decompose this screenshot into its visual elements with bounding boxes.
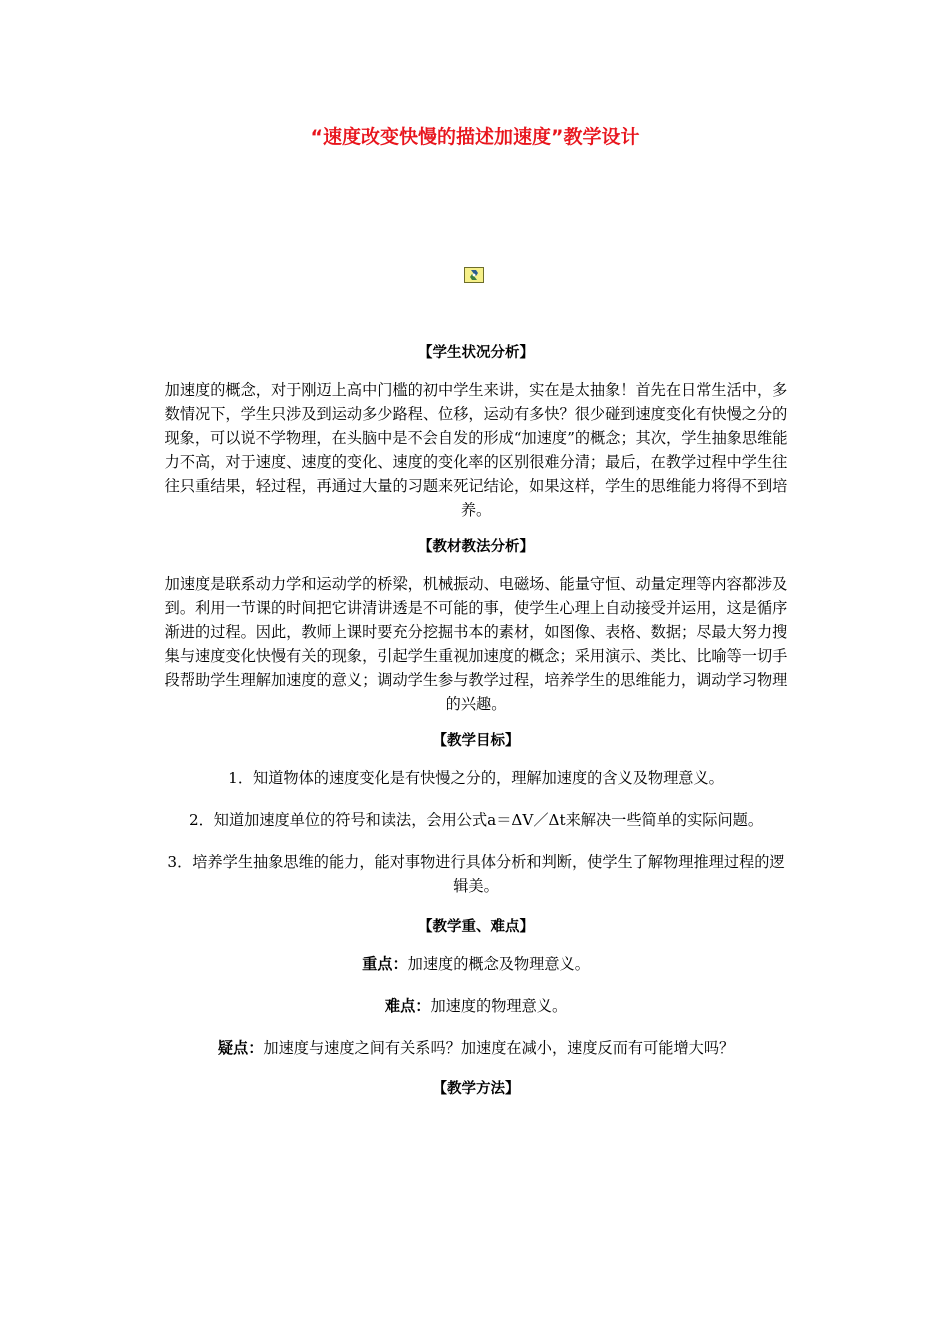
material-analysis-paragraph: 加速度是联系动力学和运动学的桥梁，机械振动、电磁场、能量守恒、动量定理等内容都涉及到。利用一节课的时间把它讲清讲透是不可能的事，使学生心理上自动接受并运用，这是循序渐进的过程。因此，教师上课时要充分挖掘书本的素材，如图像、表格、数据；尽最大努力搜集与速度变化快慢有关的现象，引起学生重视加速度的概念；采用演示、类比、比喻等一切手段帮助学生理解加速度的意义；调动学生参与教学过程，培养学生的思维能力，调动学习物理的兴趣。 (164, 575, 788, 713)
student-analysis-heading: 【学生状况分析】 (418, 345, 534, 361)
goal-item: 3．培养学生抽象思维的能力，能对事物进行具体分析和判断，使学生了解物理推理过程的逻辑美。 (167, 853, 785, 895)
goal-item: 2．知道加速度单位的符号和读法，会用公式a＝ΔV／Δt来解决一些简单的实际问题。 (188, 811, 764, 829)
doubt-text: 加速度与速度之间有关系吗？加速度在减小，速度反而有可能增大吗？ (263, 1039, 735, 1057)
goal-item: 1．知道物体的速度变化是有快慢之分的，理解加速度的含义及物理意义。 (228, 769, 724, 787)
embedded-object-icon[interactable] (464, 267, 484, 283)
teaching-methods-heading: 【教学方法】 (432, 1081, 520, 1097)
page-title: “速度改变快慢的描述加速度”教学设计 (310, 126, 640, 148)
important-label: 重点： (362, 955, 408, 973)
teaching-goals-heading: 【教学目标】 (432, 733, 520, 749)
difficult-point (164, 994, 788, 1018)
difficult-label: 难点： (384, 997, 431, 1015)
student-analysis-paragraph: 加速度的概念，对于刚迈上高中门槛的初中学生来讲，实在是太抽象！首先在日常生活中，多数情况下，学生只涉及到运动多少路程、位移，运动有多快？很少碰到速度变化有快慢之分的现象，可以说不学物理，在头脑中是不会自发的形成“加速度”的概念；其次，学生抽象思维能力不高，对于速度、速度的变化、速度的变化率的区别很难分清；最后，在教学过程中学生往往只重结果，轻过程，再通过大量的习题来死记结论，如果这样，学生的思维能力将得不到培养。 (164, 381, 788, 519)
important-text: 加速度的概念及物理意义。 (407, 955, 590, 973)
key-points-heading: 【教学重、难点】 (418, 919, 534, 935)
doubt-label: 疑点： (217, 1039, 264, 1057)
doubt-point (164, 1036, 788, 1060)
material-analysis-heading: 【教材教法分析】 (418, 539, 534, 555)
difficult-text: 加速度的物理意义。 (430, 997, 568, 1015)
document-body (164, 342, 788, 1114)
important-point (164, 952, 788, 976)
